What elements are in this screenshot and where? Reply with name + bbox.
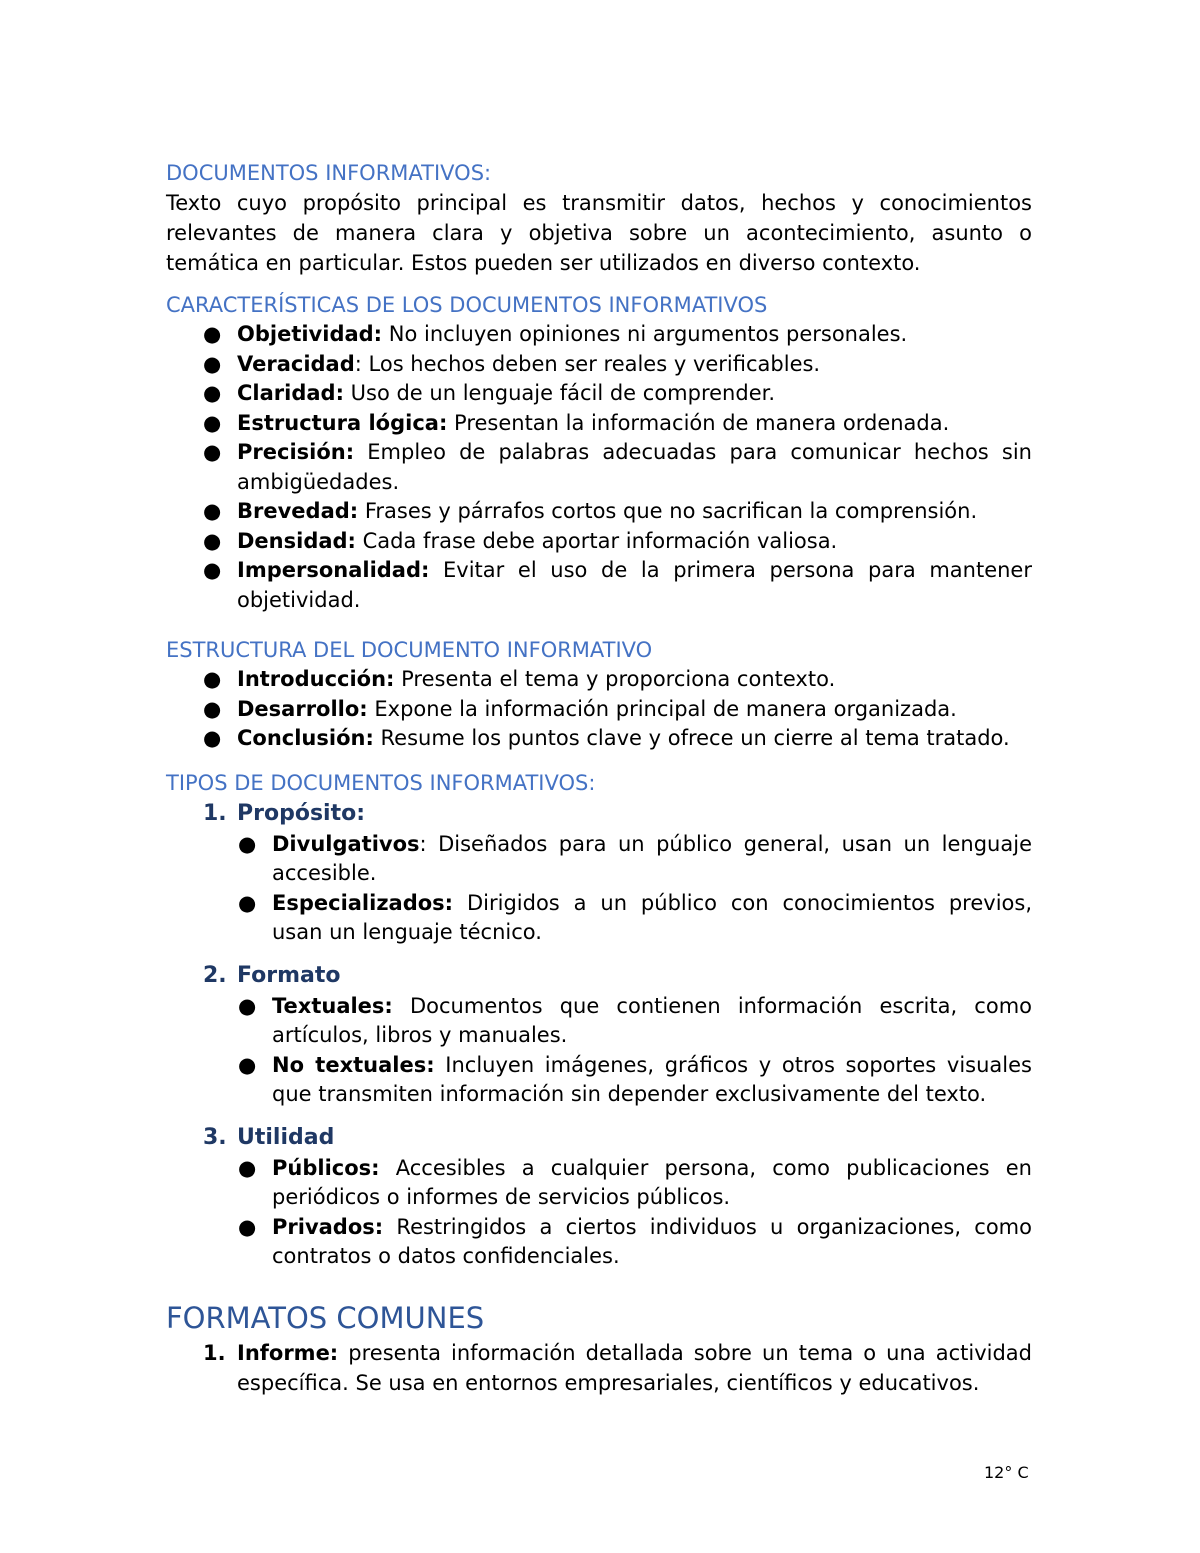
formatos-list	[166, 1338, 1032, 1398]
subheading-proposito: 1. Propósito:	[203, 800, 366, 826]
proposito-list	[166, 830, 1032, 948]
heading-tipos: TIPOS DE DOCUMENTOS INFORMATIVOS:	[166, 770, 596, 795]
intro-paragraph: Texto cuyo propósito principal es transmitir datos, hechos y conocimientos relevantes de manera clara y objetiva sobre un acontecimiento, asunto o temática en particular. Estos pueden ser utilizados en diverso contexto.	[166, 191, 1032, 275]
heading-estructura: ESTRUCTURA DEL DOCUMENTO INFORMATIVO	[166, 638, 653, 662]
heading-formatos-comunes: FORMATOS COMUNES	[166, 1300, 485, 1335]
bullet-icon: ●	[238, 1214, 257, 1239]
bullet-icon: ●	[203, 499, 222, 523]
bullet-icon: ●	[238, 1052, 257, 1077]
list-item: 1. Informe: presenta información detallada sobre un tema o una actividad específica. Se usa en entornos empresariales, científicos y educativos.	[203, 1340, 1032, 1395]
page-footer: 12° C	[984, 1463, 1029, 1482]
list-item: ● Textuales: Documentos que contienen información escrita, como artículos, libros y manuales.	[238, 993, 1032, 1047]
bullet-icon: ●	[238, 831, 257, 856]
list-item: ● Desarrollo: Expone la información principal de manera organizada.	[166, 695, 1032, 725]
bullet-icon: ●	[203, 667, 222, 691]
bullet-icon: ●	[203, 351, 222, 376]
bullet-icon: ●	[203, 726, 222, 750]
heading-documentos-informativos: DOCUMENTOS INFORMATIVOS:	[166, 161, 492, 185]
list-item: ● Públicos: Accesibles a cualquier persona, como publicaciones en periódicos o informes de servicios públicos.	[238, 1155, 1032, 1209]
bullet-icon: ●	[238, 890, 257, 915]
caracteristicas-list	[166, 320, 1032, 615]
list-item: ● Densidad: Cada frase debe aportar información valiosa.	[166, 527, 1032, 557]
list-item: ● Introducción: Presenta el tema y proporciona contexto.	[166, 665, 1032, 695]
subheading-formato: 2. Formato	[203, 962, 341, 988]
estructura-list	[166, 665, 1032, 754]
list-item: ● Brevedad: Frases y párrafos cortos que no sacrifican la comprensión.	[166, 497, 1032, 527]
bullet-icon: ●	[203, 440, 222, 464]
list-item: ● Divulgativos: Diseñados para un público general, usan un lenguaje accesible.	[238, 831, 1032, 885]
subheading-utilidad: 3. Utilidad	[203, 1124, 335, 1150]
document-page	[166, 158, 1032, 1398]
bullet-icon: ●	[203, 410, 222, 435]
heading-caracteristicas: CARACTERÍSTICAS DE LOS DOCUMENTOS INFORMATIVOS	[166, 293, 768, 317]
list-item: ● Claridad: Uso de un lenguaje fácil de comprender.	[166, 379, 1032, 409]
list-item: ● Objetividad: No incluyen opiniones ni argumentos personales.	[166, 320, 1032, 350]
list-item: ● Estructura lógica: Presentan la información de manera ordenada.	[166, 409, 1032, 439]
utilidad-list	[166, 1154, 1032, 1272]
list-item: ● Especializados: Dirigidos a un público con conocimientos previos, usan un lenguaje técnico.	[238, 890, 1032, 944]
bullet-icon: ●	[203, 381, 222, 405]
bullet-icon: ●	[238, 1155, 257, 1180]
formato-list	[166, 992, 1032, 1110]
list-item: ● Conclusión: Resume los puntos clave y ofrece un cierre al tema tratado.	[166, 724, 1032, 754]
bullet-icon: ●	[203, 322, 222, 346]
bullet-icon: ●	[238, 993, 257, 1018]
list-item: ● Veracidad: Los hechos deben ser reales y verificables.	[166, 350, 1032, 380]
list-item: ● Impersonalidad: Evitar el uso de la primera persona para mantener objetividad.	[203, 558, 1032, 612]
list-item: ● No textuales: Incluyen imágenes, gráficos y otros soportes visuales que transmiten información sin depender exclusivamente del texto.	[238, 1052, 1032, 1106]
bullet-icon: ●	[203, 558, 222, 582]
bullet-icon: ●	[203, 528, 222, 553]
list-item: ● Precisión: Empleo de palabras adecuadas para comunicar hechos sin ambigüedades.	[203, 440, 1032, 494]
list-item: ● Privados: Restringidos a ciertos individuos u organizaciones, como contratos o datos confidenciales.	[238, 1214, 1032, 1268]
bullet-icon: ●	[203, 696, 222, 721]
